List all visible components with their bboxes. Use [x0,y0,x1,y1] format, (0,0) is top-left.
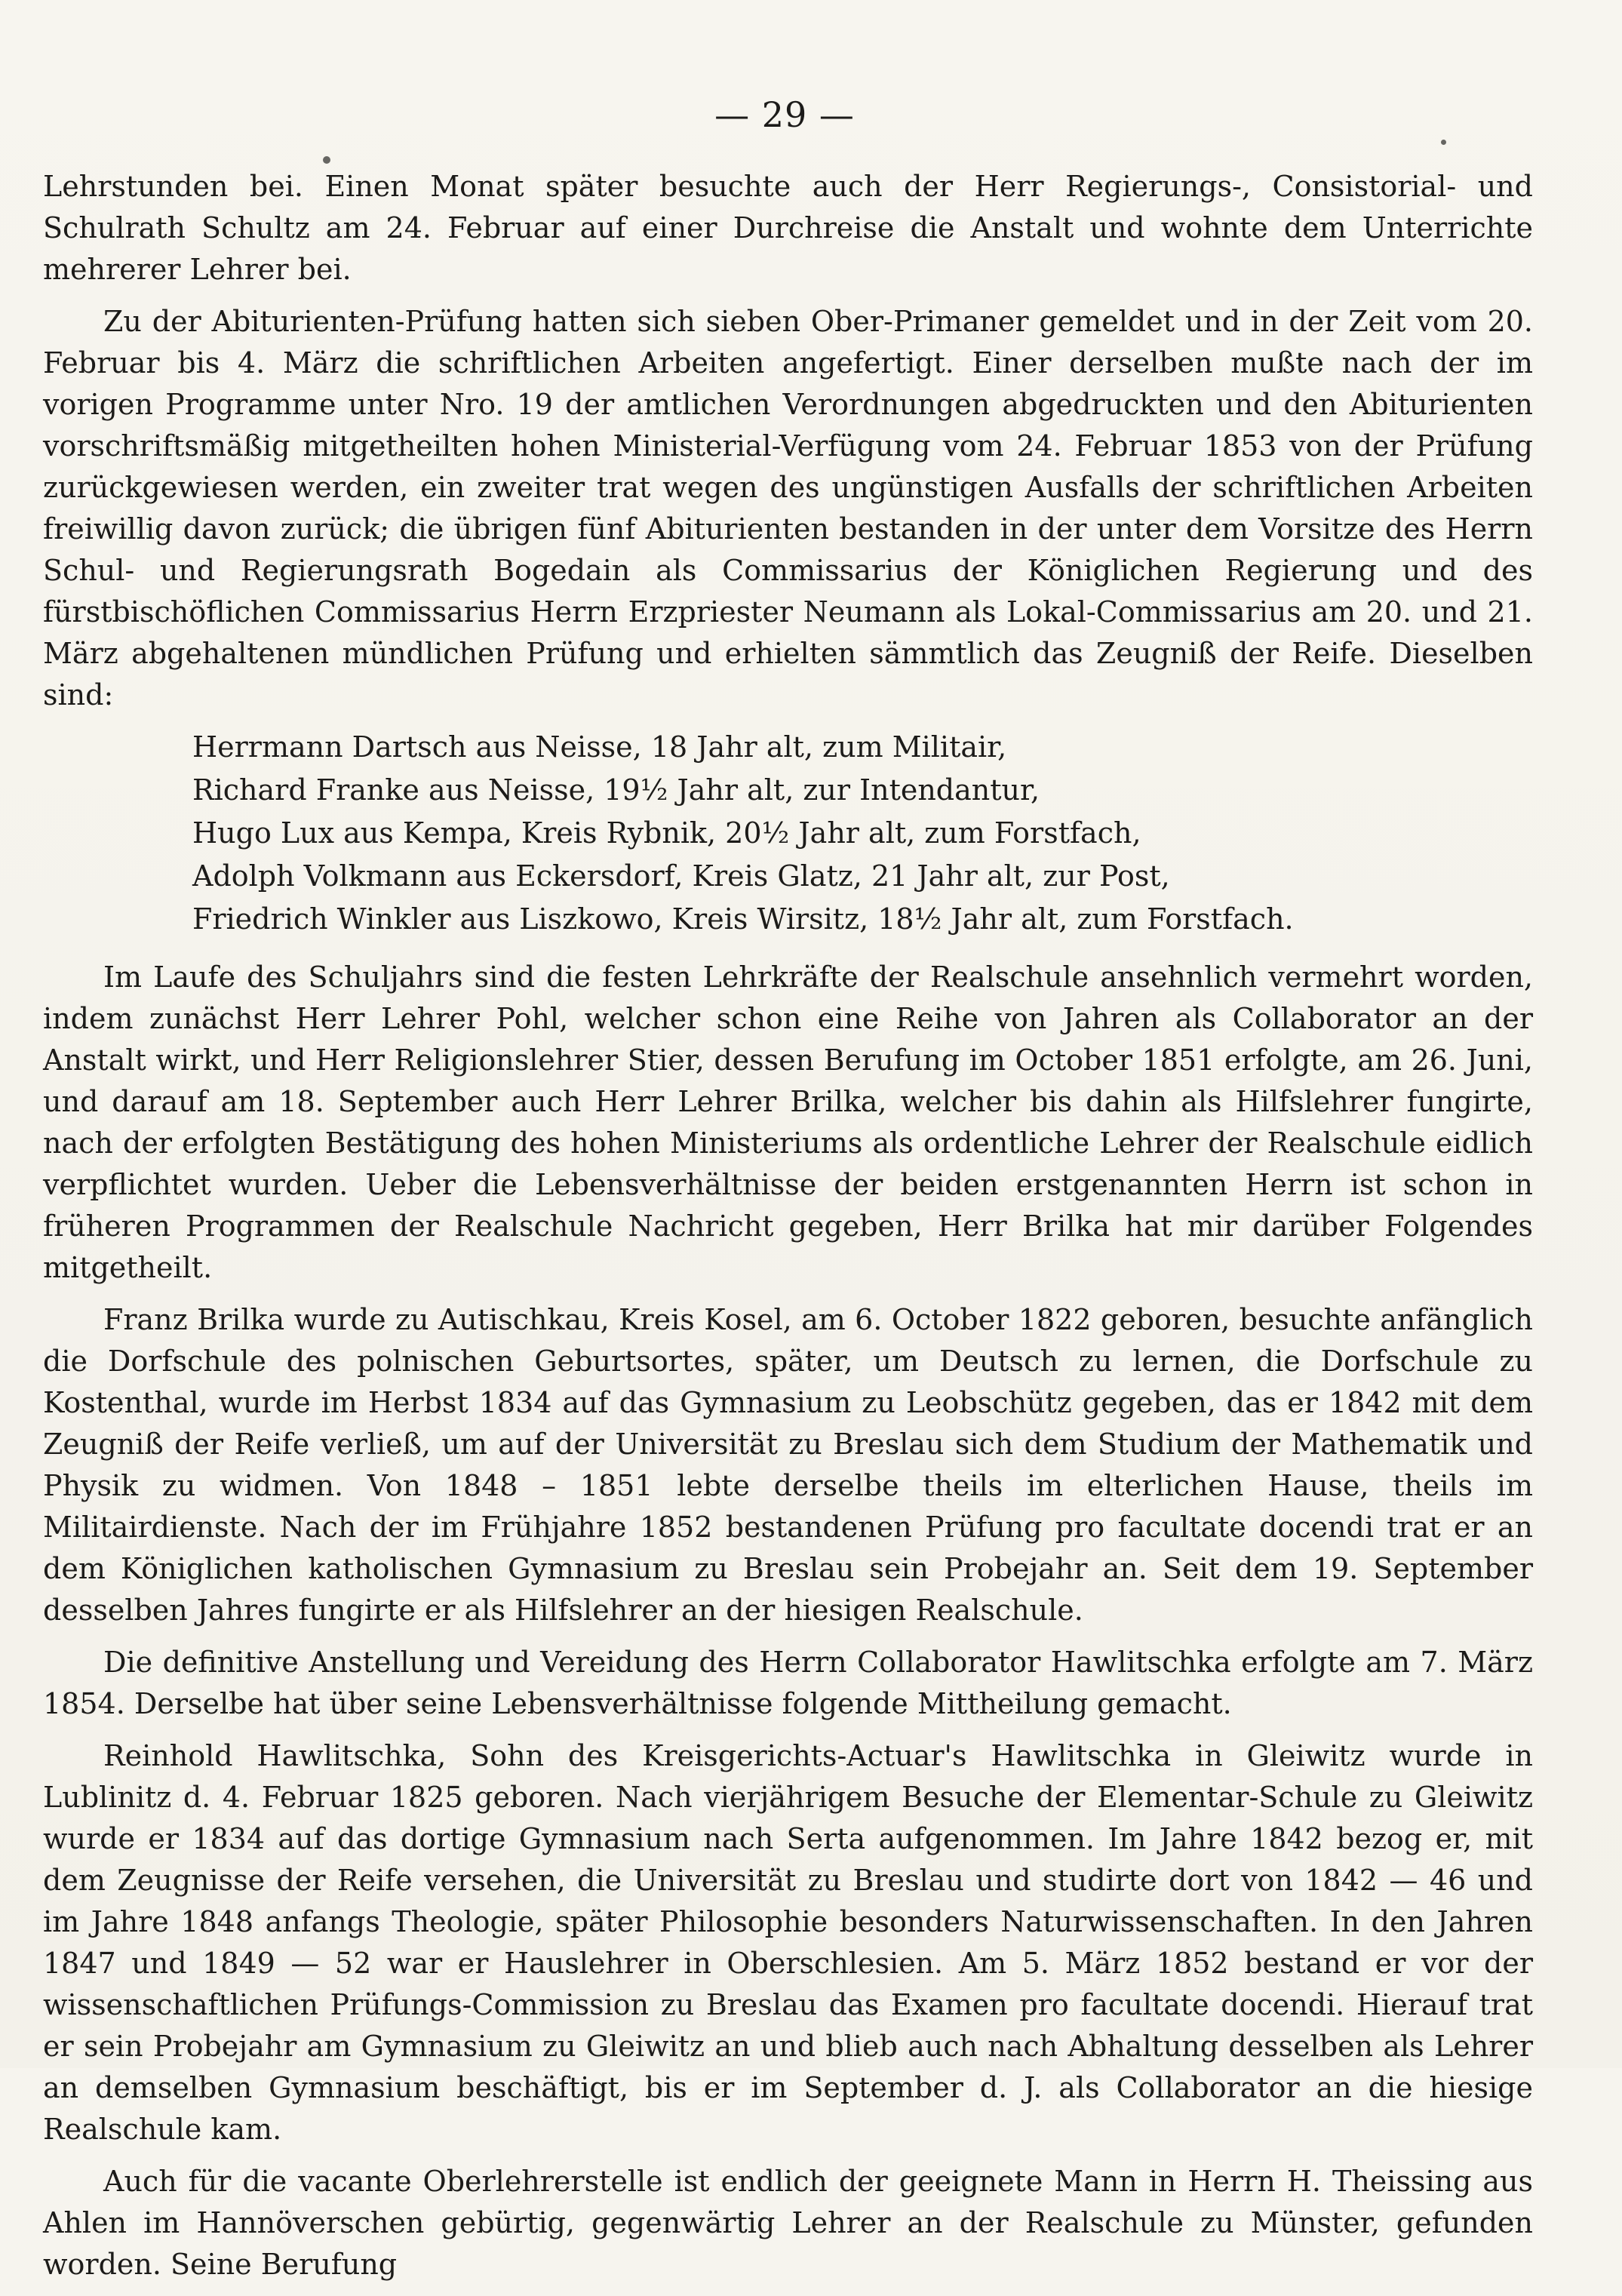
list-item: Richard Franke aus Neisse, 19½ Jahr alt, zur Intendantur, [192,773,1040,807]
paragraph-3: Im Laufe des Schuljahrs sind die festen Lehrkräfte der Realschule ansehnlich vermehrt worden, indem zunächst Herr Lehrer Pohl, welcher schon eine Reihe von Jahren als Collaborator an der Anstalt wirkt, und Herr Religionslehrer Stier, dessen Berufung im October 1851 erfolgte, am 26. Juni, und darauf am 18. September auch Herr Lehrer Brilka, welcher bis dahin als Hilfslehrer fungirte, nach der erfolgten Bestätigung des hohen Ministeriums als ordentliche Lehrer der Realschule eidlich verpflichtet wurden. Ueber die Lebensverhältnisse der beiden erstgenannten Herrn ist schon in früheren Programmen der Realschule Nachricht gegeben, Herr Brilka hat mir darüber Folgendes mitgetheilt. [43,961,1533,1284]
list-item: Friedrich Winkler aus Liszkowo, Kreis Wirsitz, 18½ Jahr alt, zum Forstfach. [192,902,1294,936]
list-item: Hugo Lux aus Kempa, Kreis Rybnik, 20½ Jahr alt, zum Forstfach, [192,816,1141,850]
list-item: Herrmann Dartsch aus Neisse, 18 Jahr alt, zum Militair, [192,730,1007,764]
paragraph-2: Zu der Abiturienten-Prüfung hatten sich sieben Ober-Primaner gemeldet und in der Zeit vom 20. Februar bis 4. März die schriftlichen Arbeiten angefertigt. Einer derselben mußte nach der im vorigen Programme unter Nro. 19 der amtlichen Verordnungen abgedruckten und den Abiturienten vorschriftsmäßig mitgetheilten hohen Ministerial-Verfügung vom 24. Februar 1853 von der Prüfung zurückgewiesen werden, ein zweiter trat wegen des ungünstigen Ausfalls der schriftlichen Arbeiten freiwillig davon zurück; die übrigen fünf Abiturienten bestanden in der unter dem Vorsitze des Herrn Schul- und Regierungsrath Bogedain als Commissarius der Königlichen Regierung und des fürstbischöflichen Commissarius Herrn Erzpriester Neumann als Lokal-Commissarius am 20. und 21. März abgehaltenen mündlichen Prüfung und erhielten sämmtlich das Zeugniß der Reife. Dieselben sind: [43,305,1533,712]
body-text [43,166,1533,2296]
abiturienten-list [43,727,1533,940]
paragraph-6: Reinhold Hawlitschka, Sohn des Kreisgerichts-Actuar's Hawlitschka in Gleiwitz wurde in Lublinitz d. 4. Februar 1825 geboren. Nach vierjährigem Besuche der Elementar-Schule zu Gleiwitz wurde er 1834 auf das dortige Gymnasium nach Serta aufgenommen. Im Jahre 1842 bezog er, mit dem Zeugnisse der Reife versehen, die Universität zu Breslau und studirte dort von 1842 — 46 und im Jahre 1848 anfangs Theologie, später Philosophie besonders Naturwissenschaften. In den Jahren 1847 und 1849 — 52 war er Hauslehrer in Oberschlesien. Am 5. März 1852 bestand er vor der wissenschaftlichen Prüfungs-Commission zu Breslau das Examen pro facultate docendi. Hierauf trat er sein Probejahr am Gymnasium zu Gleiwitz an und blieb auch nach Abhaltung desselben als Lehrer an demselben Gymnasium beschäftigt, bis er im September d. J. als Collaborator an die hiesige Realschule kam. [43,1739,1533,2146]
paragraph-5: Die definitive Anstellung und Vereidung des Herrn Collaborator Hawlitschka erfolgte am 7. März 1854. Derselbe hat über seine Lebensverhältnisse folgende Mittheilung gemacht. [43,1646,1533,1720]
paragraph-1: Lehrstunden bei. Einen Monat später besuchte auch der Herr Regierungs-, Consistorial- und Schulrath Schultz am 24. Februar auf einer Durchreise die Anstalt und wohnte dem Unterrichte mehrerer Lehrer bei. [43,170,1533,286]
ink-dot [323,156,330,164]
page-number: — 29 — [714,94,855,135]
paragraph-7: Auch für die vacante Oberlehrerstelle ist endlich der geeignete Mann in Herrn H. Theissing aus Ahlen im Hannöverschen gebürtig, gegenwärtig Lehrer an der Realschule zu Münster, gefunden worden. Seine Berufung [43,2165,1533,2281]
ink-dot [1441,140,1446,145]
list-item: Adolph Volkmann aus Eckersdorf, Kreis Glatz, 21 Jahr alt, zur Post, [192,859,1170,893]
paragraph-4: Franz Brilka wurde zu Autischkau, Kreis Kosel, am 6. October 1822 geboren, besuchte anfänglich die Dorfschule des polnischen Geburtsortes, später, um Deutsch zu lernen, die Dorfschule zu Kostenthal, wurde im Herbst 1834 auf das Gymnasium zu Leobschütz gegeben, das er 1842 mit dem Zeugniß der Reife verließ, um auf der Universität zu Breslau sich dem Studium der Mathematik und Physik zu widmen. Von 1848 – 1851 lebte derselbe theils im elterlichen Hause, theils im Militairdienste. Nach der im Frühjahre 1852 bestandenen Prüfung pro facultate docendi trat er an dem Königlichen katholischen Gymnasium zu Breslau sein Probejahr an. Seit dem 19. September desselben Jahres fungirte er als Hilfslehrer an der hiesigen Realschule. [43,1303,1533,1627]
